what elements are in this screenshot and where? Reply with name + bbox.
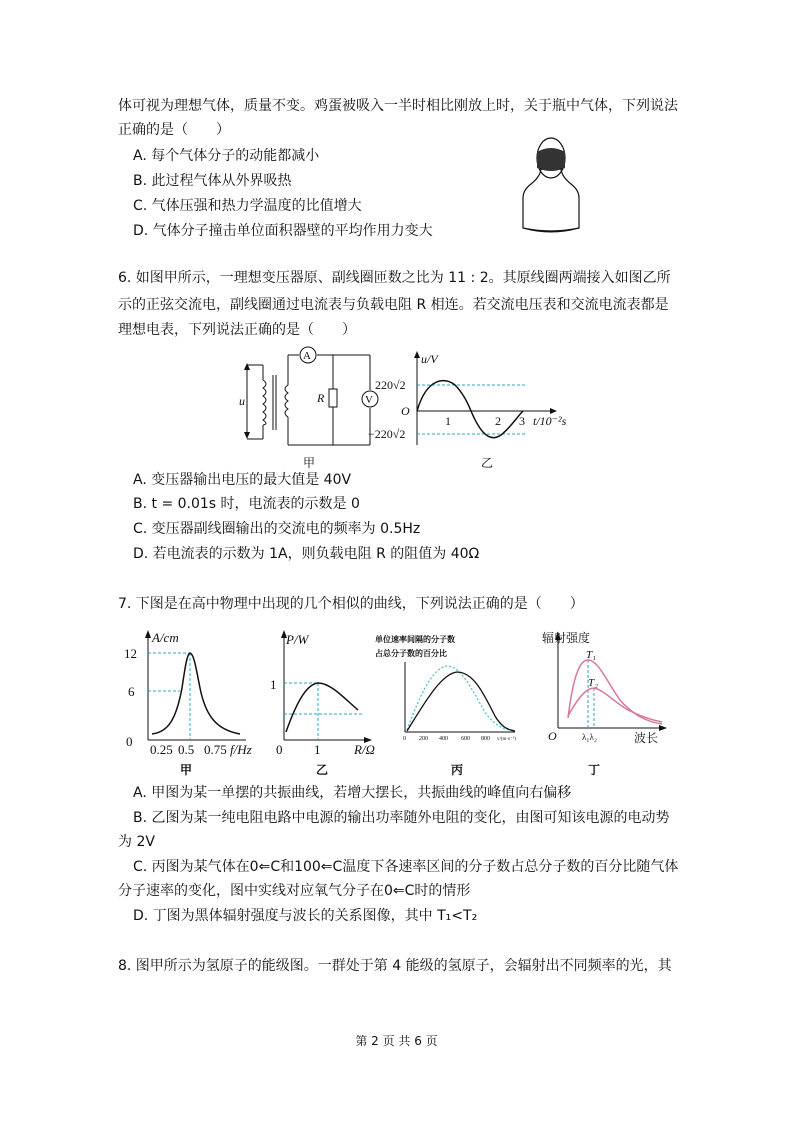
wave-xtick-1: 1 — [445, 414, 451, 428]
ding-lambda-labels: λ₁λ₂ — [582, 732, 598, 742]
bing-xtick-600: 600 — [461, 736, 470, 742]
yi-xtick-1: 1 — [314, 742, 321, 757]
q6-option-c[interactable]: C. 变压器副线圈输出的交流电的频率为 0.5Hz — [133, 521, 421, 537]
sine-wave-chart — [368, 345, 580, 475]
wave-ytick-top: 220√2 — [375, 378, 406, 392]
q8-stem: 8. 图甲所示为氢原子的能级图。一群处于第 4 能级的氢原子，会辐射出不同频率的光，其 — [118, 958, 672, 974]
ding-ylabel: 辐射强度 — [542, 631, 591, 645]
q7-option-c-line1[interactable]: C. 丙图为某气体在0⇐C和100⇐C温度下各速率区间的分子数占总分子数的百分比随气体 — [133, 859, 679, 875]
jia-ytick-6: 6 — [128, 684, 135, 699]
q7-option-d[interactable]: D. 丁图为黑体辐射强度与波长的关系图像，其中 T₁<T₂ — [133, 908, 478, 924]
q7-stem: 7. 下图是在高中物理中出现的几个相似的曲线，下列说法正确的是（ ） — [118, 596, 584, 612]
resonance-curve-figure — [118, 628, 268, 777]
q5-option-d[interactable]: D. 气体分子撞击单位面积器壁的平均作用力变大 — [133, 223, 433, 239]
jia-xtick-0.75: 0.75 — [204, 742, 227, 757]
circuit-diagram — [235, 345, 385, 475]
q5-stem-line1: 体可视为理想气体，质量不变。鸡蛋被吸入一半时相比刚放上时，关于瓶中气体，下列说法 — [118, 98, 678, 114]
page-footer: 第 2 页 共 6 页 — [355, 1034, 438, 1048]
q5-stem-line2: 正确的是（ ） — [118, 122, 230, 138]
q6-option-a[interactable]: A. 变压器输出电压的最大值是 40V — [133, 472, 352, 488]
ammeter-label: A — [303, 350, 311, 362]
bing-xtick-800: 800 — [481, 736, 490, 742]
q7-option-c-line2: 分子速率的变化，图中实线对应氧气分子在0⇐C时的情形 — [118, 883, 471, 899]
bing-xunit: v/(m·s⁻¹) — [497, 737, 516, 742]
yi-origin: 0 — [276, 742, 283, 757]
jia-ytick-12: 12 — [124, 646, 137, 661]
ding-t1-label: T₁ — [586, 649, 596, 661]
bing-xtick-200: 200 — [419, 736, 428, 742]
ding-origin: O — [548, 729, 557, 743]
q7-option-b-line2: 为 2V — [118, 834, 155, 850]
q5-option-b[interactable]: B. 此过程气体从外界吸热 — [133, 173, 292, 189]
wave-xtick-3: 3 — [519, 414, 525, 428]
yi-caption: 乙 — [316, 763, 329, 777]
circuit-caption: 甲 — [303, 456, 316, 470]
q6-stem-line1: 6. 如图甲所示，一理想变压器原、副线圈匝数之比为 11 : 2。其原线圈两端接入如图乙所 — [118, 270, 671, 286]
q6-option-d[interactable]: D. 若电流表的示数为 1A，则负载电阻 R 的阻值为 40Ω — [133, 546, 480, 562]
voltmeter-label: V — [365, 394, 373, 406]
q6-stem-line3: 理想电表，下列说法正确的是（ ） — [118, 322, 356, 338]
jia-xlabel: f/Hz — [230, 742, 252, 757]
jia-caption: 甲 — [180, 763, 193, 777]
wave-x-label: t/10⁻²s — [533, 414, 567, 428]
jia-xtick-0.5: 0.5 — [178, 742, 195, 757]
yi-xlabel: R/Ω — [354, 742, 375, 757]
ding-xlabel: 波长 — [634, 731, 659, 745]
jia-ylabel: A/cm — [152, 630, 179, 645]
q7-option-b-line1[interactable]: B. 乙图为某一纯电阻电路中电源的输出功率随外电阻的变化，由图可知该电源的电动势 — [133, 810, 670, 826]
jia-origin: 0 — [126, 734, 133, 749]
wave-caption: 乙 — [481, 456, 494, 470]
wave-xtick-2: 2 — [495, 414, 501, 428]
yi-ylabel: P/W — [286, 632, 309, 647]
resistor-label: R — [317, 391, 325, 405]
bing-xtick-400: 400 — [439, 736, 448, 742]
circuit-u-label: u — [239, 394, 245, 408]
speed-distribution-figure — [375, 632, 530, 777]
q5-option-c[interactable]: C. 气体压强和热力学温度的比值增大 — [133, 198, 362, 214]
output-power-figure — [268, 628, 388, 777]
q5-option-a[interactable]: A. 每个气体分子的动能都减小 — [133, 148, 320, 164]
q7-option-a[interactable]: A. 甲图为某一单摆的共振曲线，若增大摆长，共振曲线的峰值向右偏移 — [133, 785, 572, 801]
jia-xtick-0.25: 0.25 — [150, 742, 173, 757]
bing-xtick-0: 0 — [403, 736, 406, 742]
ding-t2-label: T₂ — [588, 677, 598, 689]
wave-origin: O — [401, 404, 410, 418]
bing-caption: 丙 — [451, 763, 464, 777]
ding-caption: 丁 — [588, 763, 601, 777]
yi-ytick-1: 1 — [270, 677, 277, 692]
wave-y-label: u/V — [421, 352, 438, 366]
egg-bottle-figure — [515, 128, 585, 238]
bing-title2: 占总分子数的百分比 — [375, 649, 447, 658]
q6-option-b[interactable]: B. t = 0.01s 时，电流表的示数是 0 — [133, 496, 360, 512]
blackbody-radiation-figure — [538, 628, 673, 777]
bing-title1: 单位速率间隔的分子数 — [375, 635, 455, 644]
wave-ytick-bottom: −220√2 — [368, 427, 406, 441]
q6-stem-line2: 示的正弦交流电，副线圈通过电流表与负载电阻 R 相连。若交流电压表和交流电流表都是 — [118, 297, 669, 313]
